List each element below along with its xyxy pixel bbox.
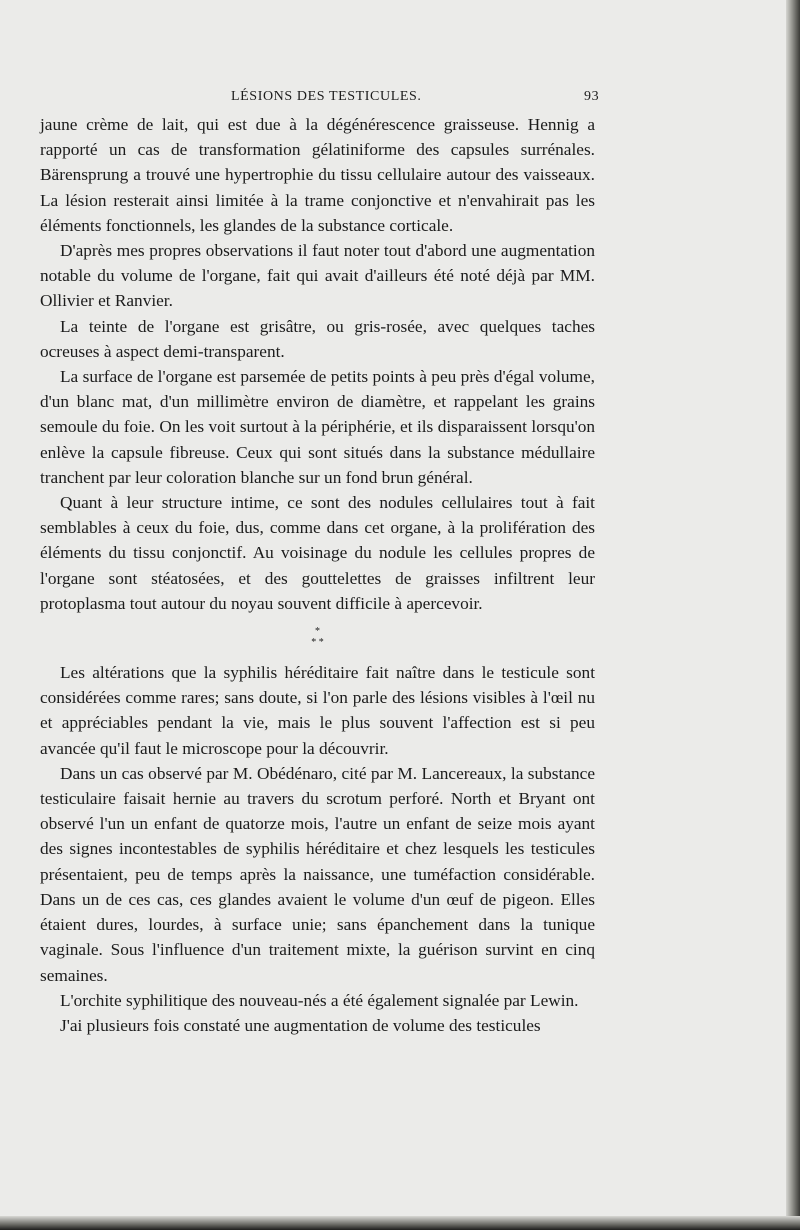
running-title: LÉSIONS DES TESTICULES. (231, 89, 422, 104)
page-edge-shadow-bottom (0, 1216, 800, 1230)
paragraph: J'ai plusieurs fois constaté une augmentation de volume des testicules (60, 1015, 541, 1035)
paragraph: La teinte de l'organe est grisâtre, ou gris-rosée, avec quelques taches ocreuses à aspect demi-transparent. (40, 316, 595, 361)
paragraph: Quant à leur structure intime, ce sont des nodules cellulaires tout à fait semblables à ceux du foie, dus, comme dans cet organe, à la prolifération des éléments du tissu conjonctif. Au voisinage du nodule les cellules propres de l'organe sont stéatosées, et des gouttelettes de graisses infiltrent leur protoplasma tout autour du noyau souvent difficile à apercevoir. (40, 493, 595, 613)
paragraph: D'après mes propres observations il faut noter tout d'abord une augmentation notable du volume de l'organe, fait qui avait d'ailleurs été noté déjà par MM. Ollivier et Ranvier. (40, 241, 595, 311)
section-break-asterism (40, 626, 595, 648)
paragraph: jaune crème de lait, qui est due à la dégénérescence graisseuse. Hennig a rapporté un cas de transformation gélatiniforme des capsules surrénales. Bärensprung a trouvé une hypertrophie du tissu cellulaire autour des vaisseaux. La lésion resterait ainsi limitée à la trame conjonctive et n'envahirait pas les éléments fonctionnels, les glandes de la substance corticale. (40, 115, 595, 235)
paragraph: Les altérations que la syphilis héréditaire fait naître dans le testicule sont considérées comme rares; sans doute, si l'on parle des lésions visibles à l'œil nu et appréciables pendant la vie, mais le plus souvent l'affection est si peu avancée qu'il faut le microscope pour la découvrir. (40, 663, 595, 758)
asterism-top: * (315, 626, 320, 638)
asterism-bottom: * * (311, 637, 324, 649)
page-number: 93 (584, 89, 600, 104)
body-text (40, 112, 595, 1038)
page-edge-shadow-right (786, 0, 800, 1230)
running-head (0, 89, 800, 109)
paragraph: L'orchite syphilitique des nouveau-nés a été également signalée par Lewin. (60, 990, 579, 1010)
paragraph: Dans un cas observé par M. Obédénaro, cité par M. Lancereaux, la substance testiculaire faisait hernie au travers du scrotum perforé. North et Bryant ont observé l'un un enfant de quatorze mois, l'autre un enfant de seize mois ayant des signes incontestables de syphilis héréditaire et chez lesquels les testicules présentaient, peu de temps après la naissance, une tuméfaction considérable. Dans un de ces cas, ces glandes avaient le volume d'un œuf de pigeon. Elles étaient dures, lourdes, à surface unie; sans épanchement dans la tunique vaginale. Sous l'influence d'un traitement mixte, la guérison survint en cinq semaines. (40, 763, 595, 985)
paragraph: La surface de l'organe est parsemée de petits points à peu près d'égal volume, d'un blanc mat, d'un millimètre environ de diamètre, et rappelant les grains semoule du foie. On les voit surtout à la périphérie, et ils disparaissent lorsqu'on enlève la capsule fibreuse. Ceux qui sont situés dans la substance médullaire tranchent par leur coloration blanche sur un fond brun général. (40, 367, 595, 487)
